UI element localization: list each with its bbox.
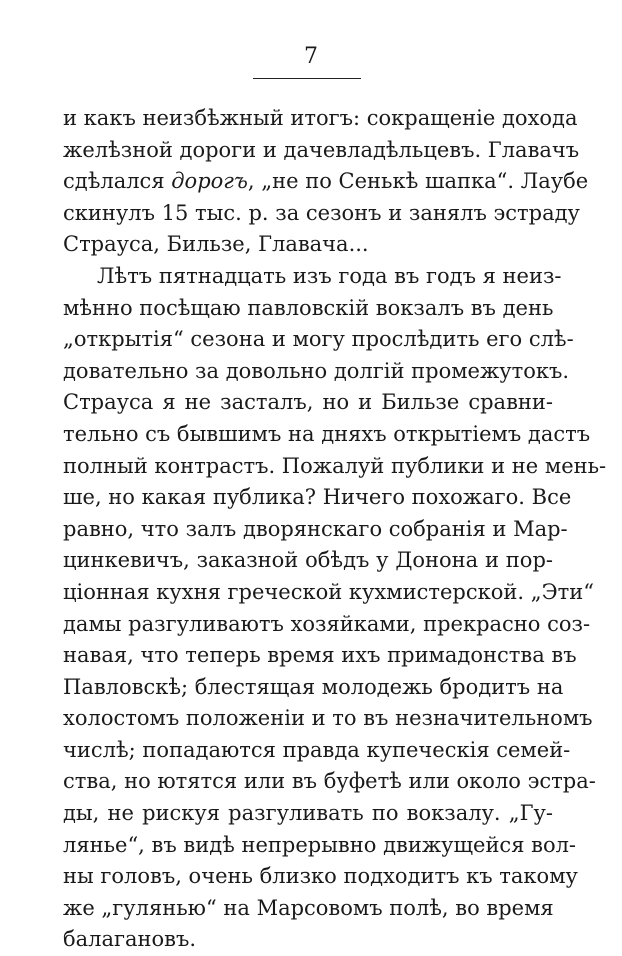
italic-word: дорогъ (171, 169, 248, 194)
text-line: полный контрастъ. Пожалуй публики и не мень- (63, 453, 607, 478)
text-line: ны головъ, очень близко подходитъ къ такому (63, 864, 578, 889)
text-line: ціонная кухня греческой кухмистерской. „Эти“ (63, 579, 595, 604)
body-text (63, 103, 607, 956)
text-run: сдѣлался (63, 169, 172, 194)
text-line (63, 166, 589, 198)
text-line: „открытія“ сезона и могу прослѣдить его слѣ- (63, 327, 574, 352)
text-line: мѣнно посѣщаю павловскій вокзалъ въ день (63, 295, 554, 320)
text-line: ства, но ютятся или въ буфетѣ или около эстра- (63, 769, 596, 794)
text-line: желѣзной дороги и дачевладѣльцевъ. Главачъ (63, 137, 580, 162)
text-run: , „не по Сенькѣ шапка“. Лаубе (247, 169, 589, 194)
text-line: холостомъ положеніи и то въ незначительномъ (63, 706, 593, 731)
text-line: равно, что залъ дворянскаго собранія и Мар- (63, 516, 568, 541)
text-line: Страуса, Бильзе, Главача... (63, 232, 369, 257)
text-line: цинкевичъ, заказной обѣдъ у Донона и пор- (63, 548, 553, 573)
text-line: Страуса я не засталъ, но и Бильзе сравни- (63, 390, 553, 415)
text-line: балагановъ. (63, 927, 197, 952)
text-line: довательно за довольно долгій промежутокъ. (63, 358, 570, 383)
header-rule (253, 78, 361, 79)
text-line: тельно съ бывшимъ на дняхъ открытіемъ дастъ (63, 421, 591, 446)
text-line: Павловскѣ; блестящая молодежь бродитъ на (63, 674, 564, 699)
text-line: дамы разгуливаютъ хозяйками, прекрасно соз- (63, 611, 591, 636)
text-line: же „гулянью“ на Марсовомъ полѣ, во время (63, 895, 554, 920)
text-line: лянье“, въ видѣ непрерывно движущейся вол- (63, 832, 577, 857)
text-line: скинулъ 15 тыс. р. за сезонъ и занялъ эстраду (63, 200, 580, 225)
text-line: ды, не рискуя разгуливать по вокзалу. „Гу- (63, 801, 553, 826)
text-line: числѣ; попадаются правда купеческія семей- (63, 737, 571, 762)
page-number: 7 (304, 44, 318, 69)
text-line: и какъ неизбѣжный итогъ: сокращеніе дохода (63, 106, 578, 130)
text-line: ше, но какая публика? Ничего похожаго. Все (63, 485, 572, 510)
text-line: навая, что теперь время ихъ примадонства въ (63, 643, 577, 668)
text-line: Лѣтъ пятнадцать изъ года въ годъ я неиз- (97, 263, 562, 288)
